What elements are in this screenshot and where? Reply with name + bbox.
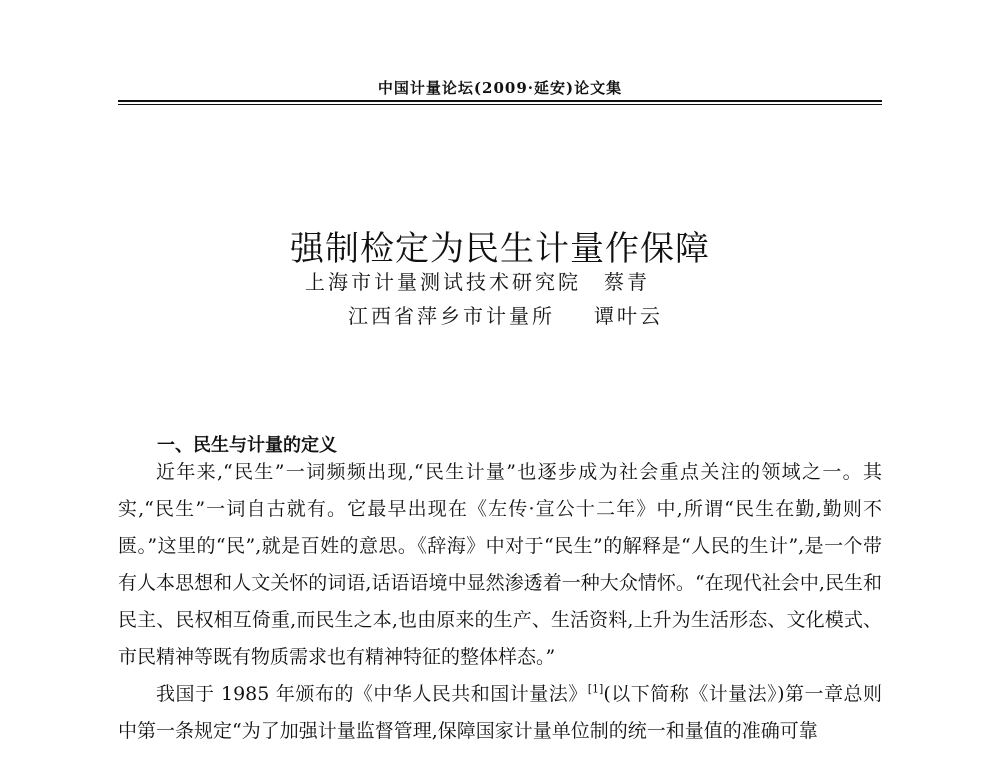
author-affiliation: 江西省萍乡市计量所	[348, 304, 555, 328]
author-affiliation: 上海市计量测试技术研究院	[305, 270, 581, 294]
author-name: 谭叶云	[594, 304, 663, 328]
paragraph-text: (以下简称《计量法》)第一章总则中第一条规定“为了加强计量监督管理,保障国家计量单位制的统一和量值的准确可靠	[118, 683, 883, 742]
header-rule-thin	[118, 104, 882, 105]
paragraph	[118, 676, 882, 750]
running-header: 中国计量论坛(2009·延安)论文集	[377, 79, 623, 97]
citation-marker[interactable]: [1]	[587, 682, 604, 696]
section-heading: 一、民生与计量的定义	[157, 434, 337, 456]
paragraph: 近年来,“民生”一词频频出现,“民生计量”也逐步成为社会重点关注的领域之一。其实,“民生”一词自古就有。它最早出现在《左传·宣公十二年》中,所谓“民生在勤,勤则不匮。”这里的“民”,就是百姓的意思。《辞海》中对于“民生”的解释是“人民的生计”,是一个带有人本思想和人文关怀的词语,话语语境中显然渗透着一种大众情怀。“在现代社会中,民生和民主、民权相互倚重,而民生之本,也由原来的生产、生活资料,上升为生活形态、文化模式、市民精神等既有物质需求也有精神特征的整体样态。”	[118, 461, 882, 668]
paragraph-text: 我国于 1985 年颁布的《中华人民共和国计量法》	[156, 683, 588, 705]
header-rule-thick	[118, 100, 882, 102]
paper-title: 强制检定为民生计量作保障	[290, 228, 710, 269]
body-text	[118, 454, 882, 750]
author-name: 蔡青	[604, 270, 650, 294]
